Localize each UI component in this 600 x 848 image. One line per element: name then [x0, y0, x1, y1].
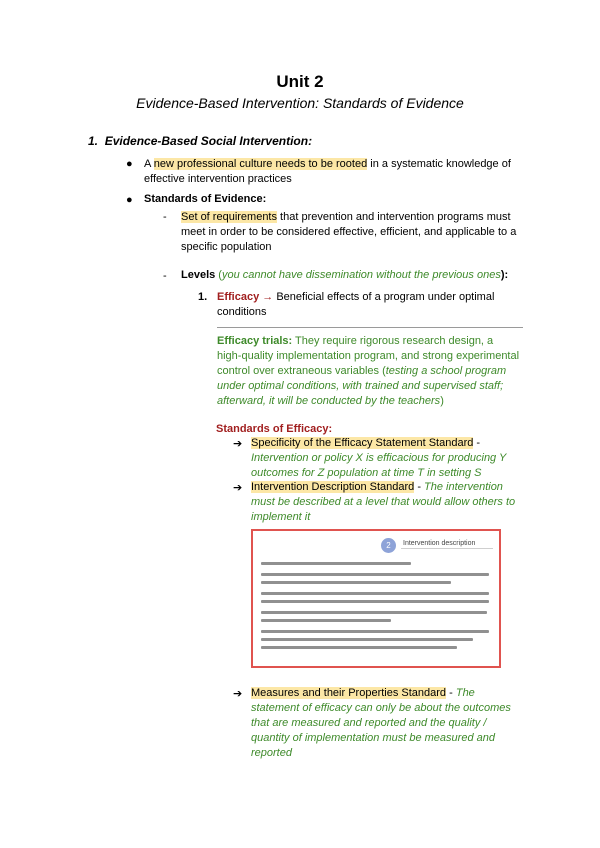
section-title: Evidence-Based Social Intervention: — [104, 134, 313, 148]
efficacy-number: 1. — [198, 291, 208, 303]
highlight-requirements: Set of requirements — [181, 211, 277, 223]
standard-measures: Measures and their Properties Standard - The statement of efficacy can only be about the outcomes that are measured and reported and the quality / quantity of implementation must be measured and reported — [251, 687, 511, 759]
arrow-bullet: ➔ — [233, 688, 243, 700]
bullet-culture: A new professional culture needs to be rooted in a systematic knowledge of effective intervention practices — [144, 158, 511, 185]
standard-intervention-description: Intervention Description Standard - The intervention must be described at a level that would allow others to implement it — [251, 481, 516, 523]
bullet-dot: ● — [126, 158, 133, 170]
standard-specificity: Specificity of the Efficacy Statement Standard - Intervention or policy X is efficacious for producing Y outcomes for Z population at time T in setting S — [251, 437, 507, 479]
page-title: Unit 2 — [276, 72, 324, 91]
arrow-bullet: ➔ — [233, 482, 243, 494]
efficacy-definition: Efficacy → Beneficial effects of a program under optimal conditions — [217, 291, 495, 318]
section-heading — [88, 134, 312, 148]
levels-line: Levels (you cannot have dissemination without the previous ones): — [181, 269, 509, 281]
efficacy-trials-label: Efficacy trials: — [217, 335, 293, 347]
figure-text-line — [261, 573, 489, 576]
standards-of-evidence-label: Standards of Evidence: — [144, 193, 267, 205]
figure-text-line — [261, 630, 489, 633]
page-subtitle: Evidence-Based Intervention: Standards of Evidence — [136, 95, 464, 111]
figure-text-line — [261, 592, 489, 595]
figure-text-line — [261, 581, 451, 584]
dash-bullet: - — [163, 211, 167, 223]
figure-caption-underline — [401, 548, 493, 549]
figure-caption: Intervention description — [403, 540, 476, 547]
highlight-culture: new professional culture needs to be rooted — [153, 158, 368, 170]
figure-text-line — [261, 638, 473, 641]
bullet-dot: ● — [126, 194, 133, 206]
efficacy-trials-paragraph: Efficacy trials: They require rigorous research design, a high-quality implementation program, and strong experimental control over extraneous variables (testing a school program under optimal conditions, with trained and supervised staff; afterward, it will be conducted by the teachers) — [217, 335, 520, 407]
arrow-bullet: ➔ — [233, 438, 243, 450]
divider — [217, 327, 523, 328]
figure-text-line — [261, 562, 411, 565]
figure-text-line — [261, 619, 391, 622]
standards-of-efficacy-heading: Standards of Efficacy: — [216, 423, 333, 435]
highlight-measures: Measures and their Properties Standard — [251, 687, 447, 699]
dash-bullet: - — [163, 270, 167, 282]
intervention-description-figure — [251, 529, 501, 668]
requirements-paragraph: Set of requirements that prevention and intervention programs must meet in order to be considered effective, efficient, and applicable to a specific population — [181, 211, 517, 253]
section-number: 1. — [88, 134, 99, 148]
highlight-specificity: Specificity of the Efficacy Statement Standard — [251, 437, 474, 449]
highlight-intervention-description: Intervention Description Standard — [251, 481, 415, 493]
efficacy-term: Efficacy — [217, 291, 260, 303]
levels-note: you cannot have dissemination without the previous ones — [221, 269, 501, 281]
figure-text-line — [261, 600, 489, 603]
figure-text-line — [261, 611, 487, 614]
figure-text-line — [261, 646, 457, 649]
figure-number-badge: 2 — [381, 538, 396, 553]
